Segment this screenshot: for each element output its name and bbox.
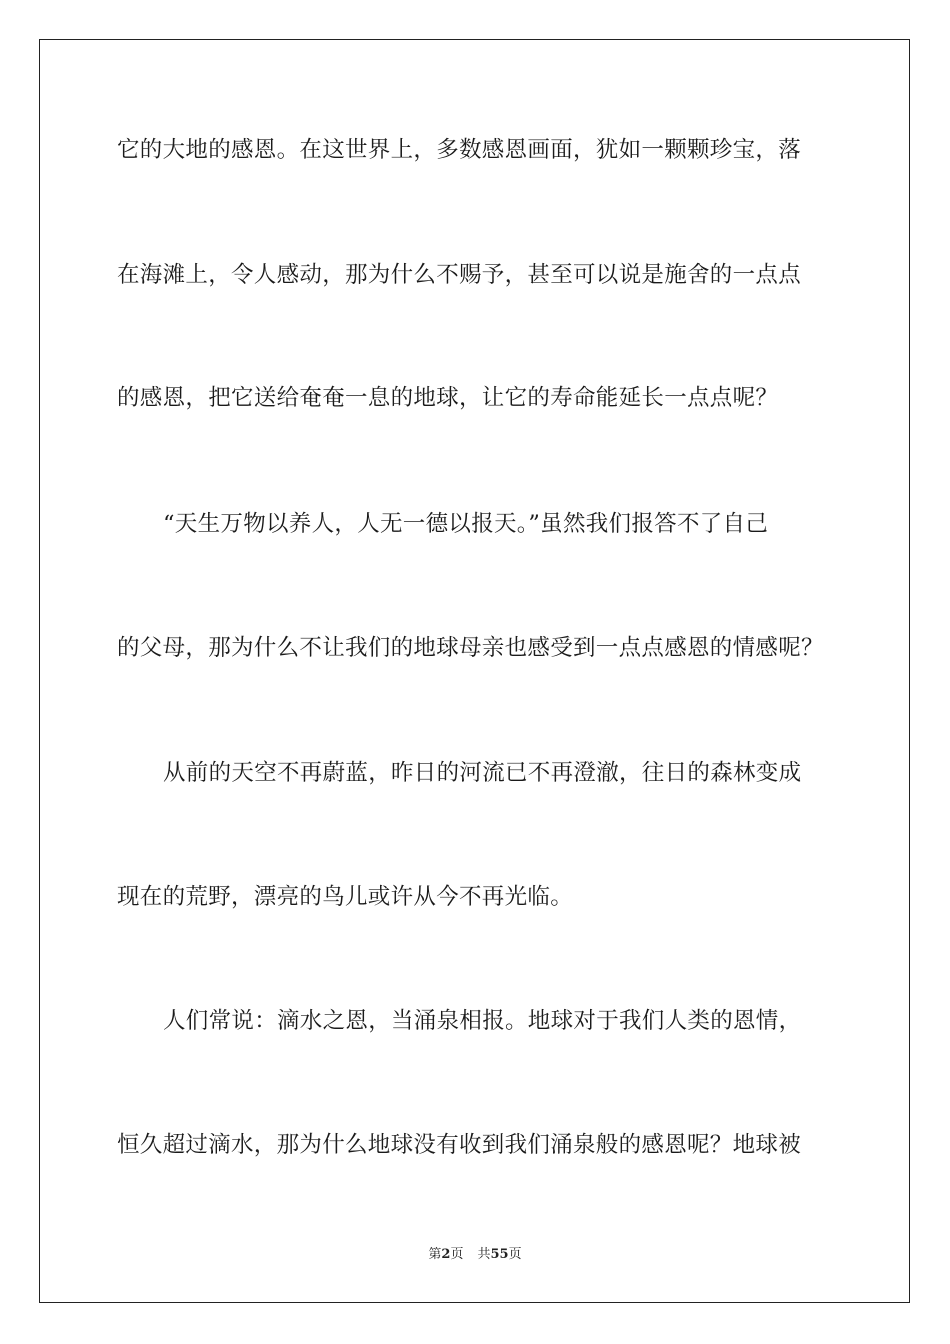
- text-line-5: 的父母，那为什么不让我们的地球母亲也感受到一点点感恩的情感呢？: [117, 635, 824, 661]
- text-line-3: 的感恩，把它送给奄奄一息的地球，让它的寿命能延长一点点呢？: [117, 385, 779, 411]
- page-number: 2: [441, 1247, 451, 1262]
- text-line-6: 从前的天空不再蔚蓝，昨日的河流已不再澄澈，往日的森林变成: [163, 760, 802, 786]
- text-line-4: “天生万物以养人，人无一德以报天。”虽然我们报答不了自己: [163, 511, 769, 537]
- page-prefix: 第: [428, 1247, 442, 1262]
- text-line-8: 人们常说：滴水之恩，当涌泉相报。地球对于我们人类的恩情，: [163, 1008, 802, 1034]
- total-pages: 55: [490, 1247, 509, 1262]
- text-line-9: 恒久超过滴水，那为什么地球没有收到我们涌泉般的感恩呢？地球被: [117, 1132, 802, 1158]
- text-line-2: 在海滩上，令人感动，那为什么不赐予，甚至可以说是施舍的一点点: [117, 262, 802, 288]
- total-suffix: 页: [508, 1247, 522, 1262]
- page-footer: [0, 1246, 950, 1264]
- text-line-7: 现在的荒野，漂亮的鸟儿或许从今不再光临。: [117, 884, 574, 910]
- page-suffix: 页: [450, 1247, 464, 1262]
- page-border: [39, 39, 910, 1303]
- total-prefix: 共: [477, 1247, 491, 1262]
- text-line-1: 它的大地的感恩。在这世界上，多数感恩画面，犹如一颗颗珍宝，落: [117, 137, 802, 163]
